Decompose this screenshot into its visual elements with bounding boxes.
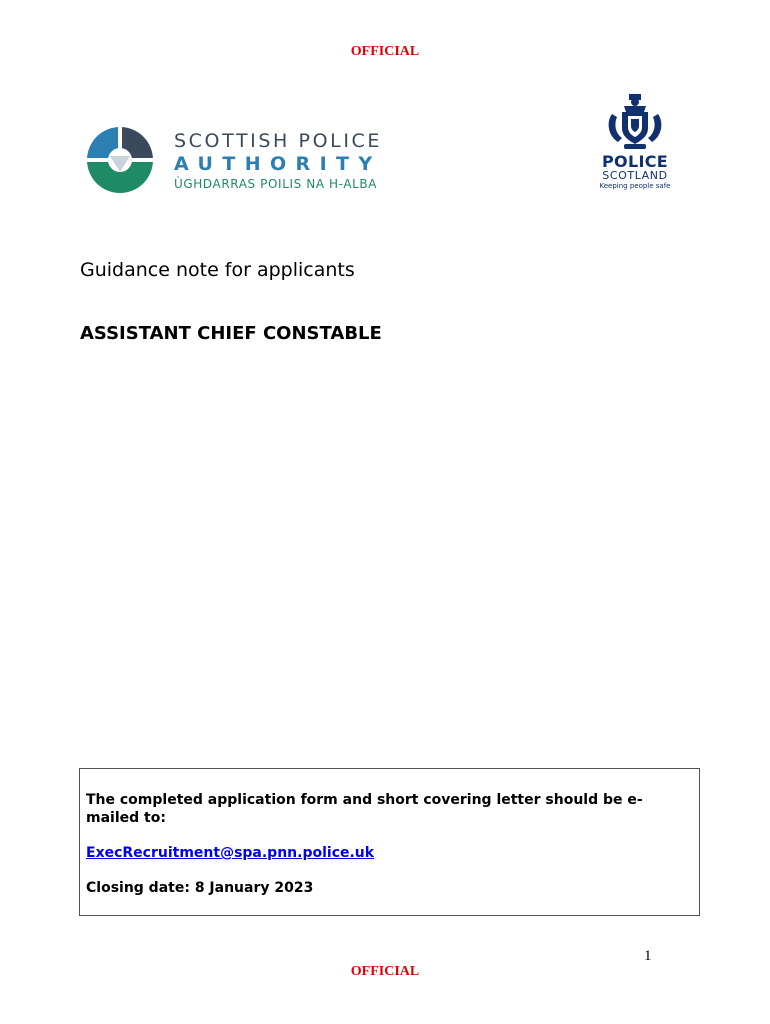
spa-name-line2: AUTHORITY <box>174 153 382 175</box>
security-marking-bottom: OFFICIAL <box>350 964 420 979</box>
closing-date: Closing date: 8 January 2023 <box>86 880 314 896</box>
scotland-wordmark: SCOTLAND <box>602 169 668 182</box>
spa-name-line1: SCOTTISH POLICE <box>174 130 383 152</box>
submission-info-box <box>79 768 700 916</box>
spa-logo <box>84 126 394 196</box>
security-marking-top: OFFICIAL <box>350 44 420 59</box>
police-tagline: Keeping people safe <box>599 182 671 190</box>
document-subtitle: Guidance note for applicants <box>80 259 355 281</box>
role-title: ASSISTANT CHIEF CONSTABLE <box>80 323 382 344</box>
spa-gaelic-name: ÙGHDARRAS POILIS NA H-ALBA <box>174 177 378 191</box>
spa-emblem-icon <box>84 126 156 194</box>
spa-wordmark <box>174 130 382 192</box>
recruitment-email-link[interactable]: ExecRecruitment@spa.pnn.police.uk <box>86 845 375 861</box>
police-wordmark: POLICE <box>602 152 668 171</box>
submission-instructions: The completed application form and short covering letter should be e-mailed to: <box>86 792 643 826</box>
police-scotland-logo <box>592 92 678 196</box>
police-crest-icon <box>602 92 668 152</box>
page-number: 1 <box>644 948 652 964</box>
